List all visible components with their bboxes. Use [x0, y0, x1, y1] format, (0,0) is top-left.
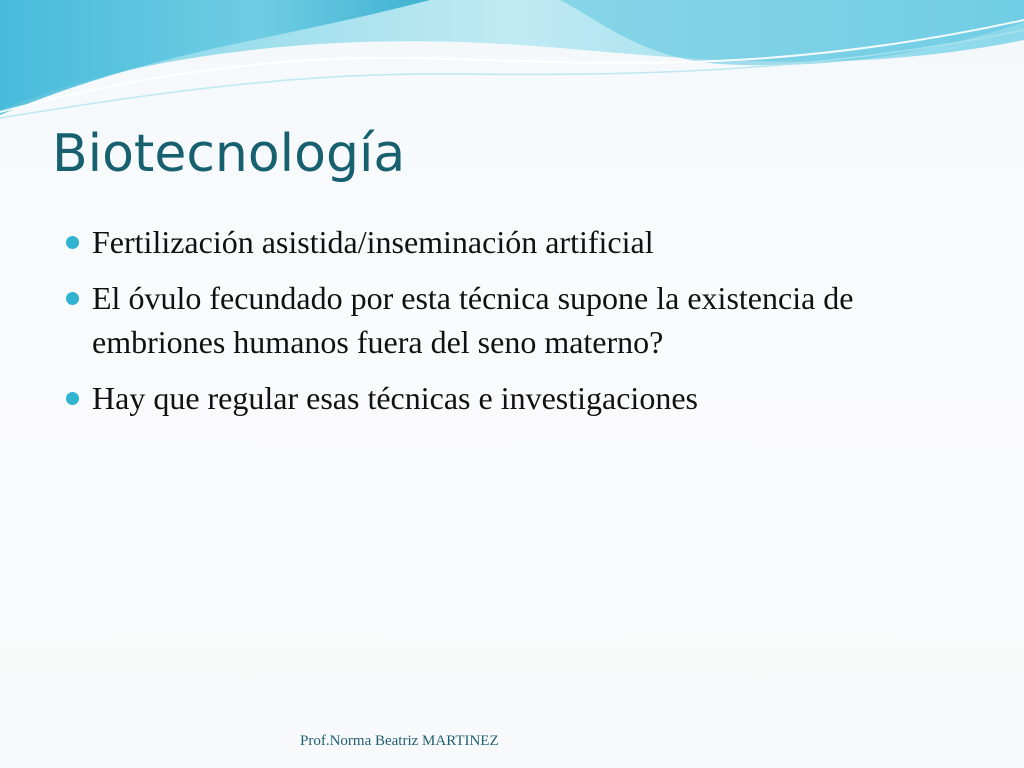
bullet-marker-icon — [66, 236, 79, 249]
slide-title: Biotecnología — [52, 124, 406, 184]
bullet-text: El óvulo fecundado por esta técnica supone la existencia de embriones humanos fuera del seno materno? — [92, 280, 854, 360]
bullet-item — [64, 220, 964, 264]
wave-decoration — [0, 0, 1024, 130]
bullet-item — [64, 376, 964, 420]
bullet-item — [64, 276, 964, 364]
bullet-marker-icon — [66, 392, 79, 405]
bullet-text: Fertilización asistida/inseminación artificial — [92, 224, 654, 260]
bullet-marker-icon — [66, 292, 79, 305]
bullet-text: Hay que regular esas técnicas e investigaciones — [92, 380, 698, 416]
bullet-list — [64, 220, 964, 432]
footer-author: Prof.Norma Beatriz MARTINEZ — [300, 733, 499, 749]
